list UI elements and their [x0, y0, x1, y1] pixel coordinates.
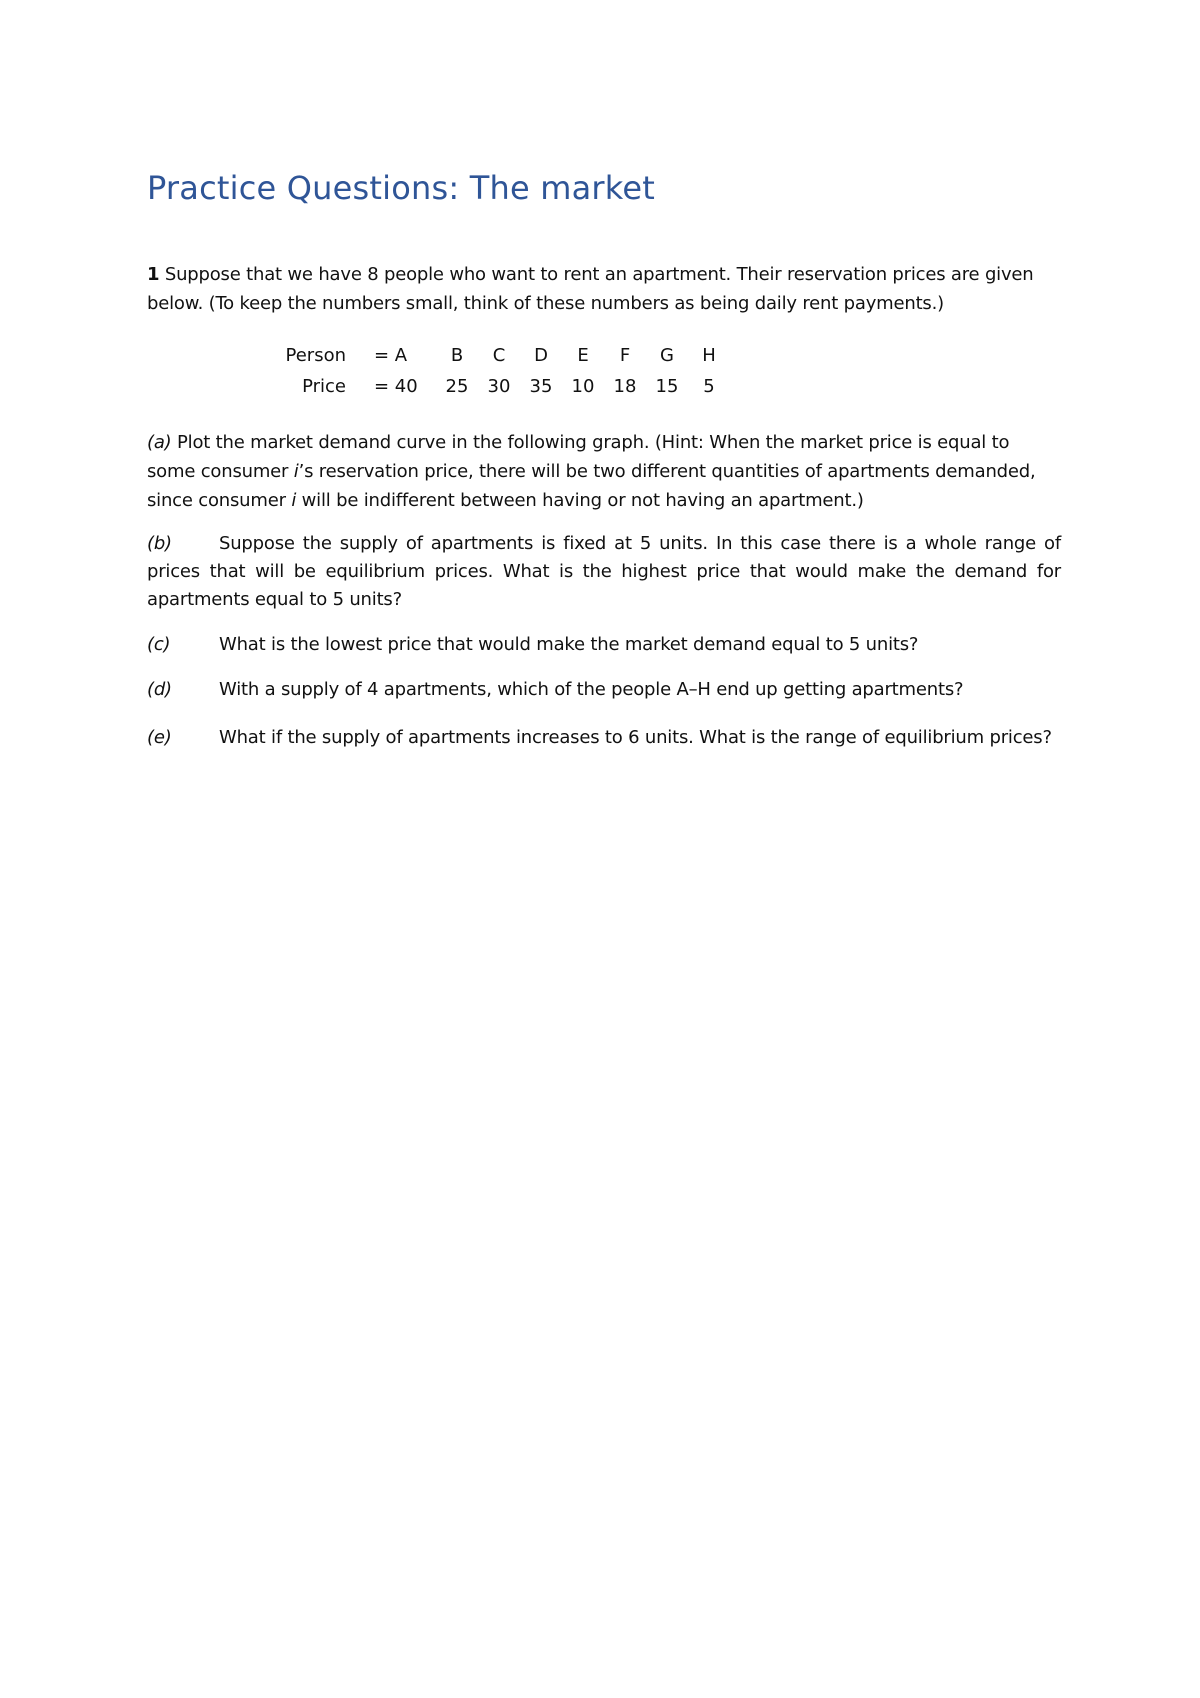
price-cell-1: 25 — [445, 376, 469, 397]
reservation-price-table — [264, 340, 730, 402]
price-cell-2: 30 — [487, 376, 511, 397]
question-1 — [147, 260, 1061, 318]
price-cell-6: 15 — [655, 376, 679, 397]
part-d — [147, 676, 1061, 704]
question-1-number: 1 — [147, 264, 160, 285]
person-cell-6: G — [660, 345, 674, 366]
person-cell-0: = A — [374, 345, 408, 366]
price-cell-0: = 40 — [374, 376, 418, 397]
part-c-text: What is the lowest price that would make the market demand equal to 5 units? — [219, 634, 919, 655]
person-cell-5: F — [619, 345, 631, 366]
row-label-price: Price — [302, 376, 346, 397]
price-cell-3: 35 — [529, 376, 553, 397]
person-cell-3: D — [534, 345, 548, 366]
part-a-text-3: will be indifferent between having or not having an apartment.) — [296, 490, 864, 511]
part-a-var-i2: i — [291, 490, 297, 511]
part-d-label: (d) — [147, 679, 172, 700]
part-a-label: (a) — [147, 432, 172, 453]
part-d-text: With a supply of 4 apartments, which of the people A–H end up getting apartments? — [219, 679, 964, 700]
part-e-label: (e) — [147, 727, 172, 748]
part-b-text: Suppose the supply of apartments is fixed at 5 units. In this case there is a whole range of prices that will be equilibrium prices. What is the highest price that would make the demand for apartments equal to 5 units? — [147, 533, 1061, 610]
price-cell-5: 18 — [613, 376, 637, 397]
part-e-text: What if the supply of apartments increases to 6 units. What is the range of equilibrium prices? — [219, 727, 1052, 748]
person-cell-4: E — [577, 345, 589, 366]
part-a — [147, 428, 1061, 515]
part-e — [147, 721, 1061, 755]
person-cell-7: H — [702, 345, 716, 366]
table-row-person — [264, 340, 730, 371]
table-row-price — [264, 371, 730, 402]
question-1-text: Suppose that we have 8 people who want to rent an apartment. Their reservation prices are given below. (To keep the numbers small, think of these numbers as being daily rent payments.) — [147, 264, 1034, 314]
price-cell-4: 10 — [571, 376, 595, 397]
page-title: Practice Questions: The market — [147, 169, 655, 207]
part-b — [147, 530, 1061, 614]
part-a-text-2: ’s reservation price, there will be two different quantities of apartments demanded, since consumer — [147, 461, 1036, 511]
part-c-label: (c) — [147, 634, 171, 655]
part-c — [147, 631, 1061, 659]
price-cell-7: 5 — [703, 376, 715, 397]
part-a-text-1: Plot the market demand curve in the following graph. (Hint: When the market price is equal to some consumer — [147, 432, 1010, 482]
part-b-label: (b) — [147, 533, 172, 554]
row-label-person: Person — [285, 345, 346, 366]
person-cell-1: B — [450, 345, 464, 366]
document-content — [147, 168, 1061, 755]
person-cell-2: C — [492, 345, 506, 366]
part-a-var-i: i — [293, 461, 299, 482]
